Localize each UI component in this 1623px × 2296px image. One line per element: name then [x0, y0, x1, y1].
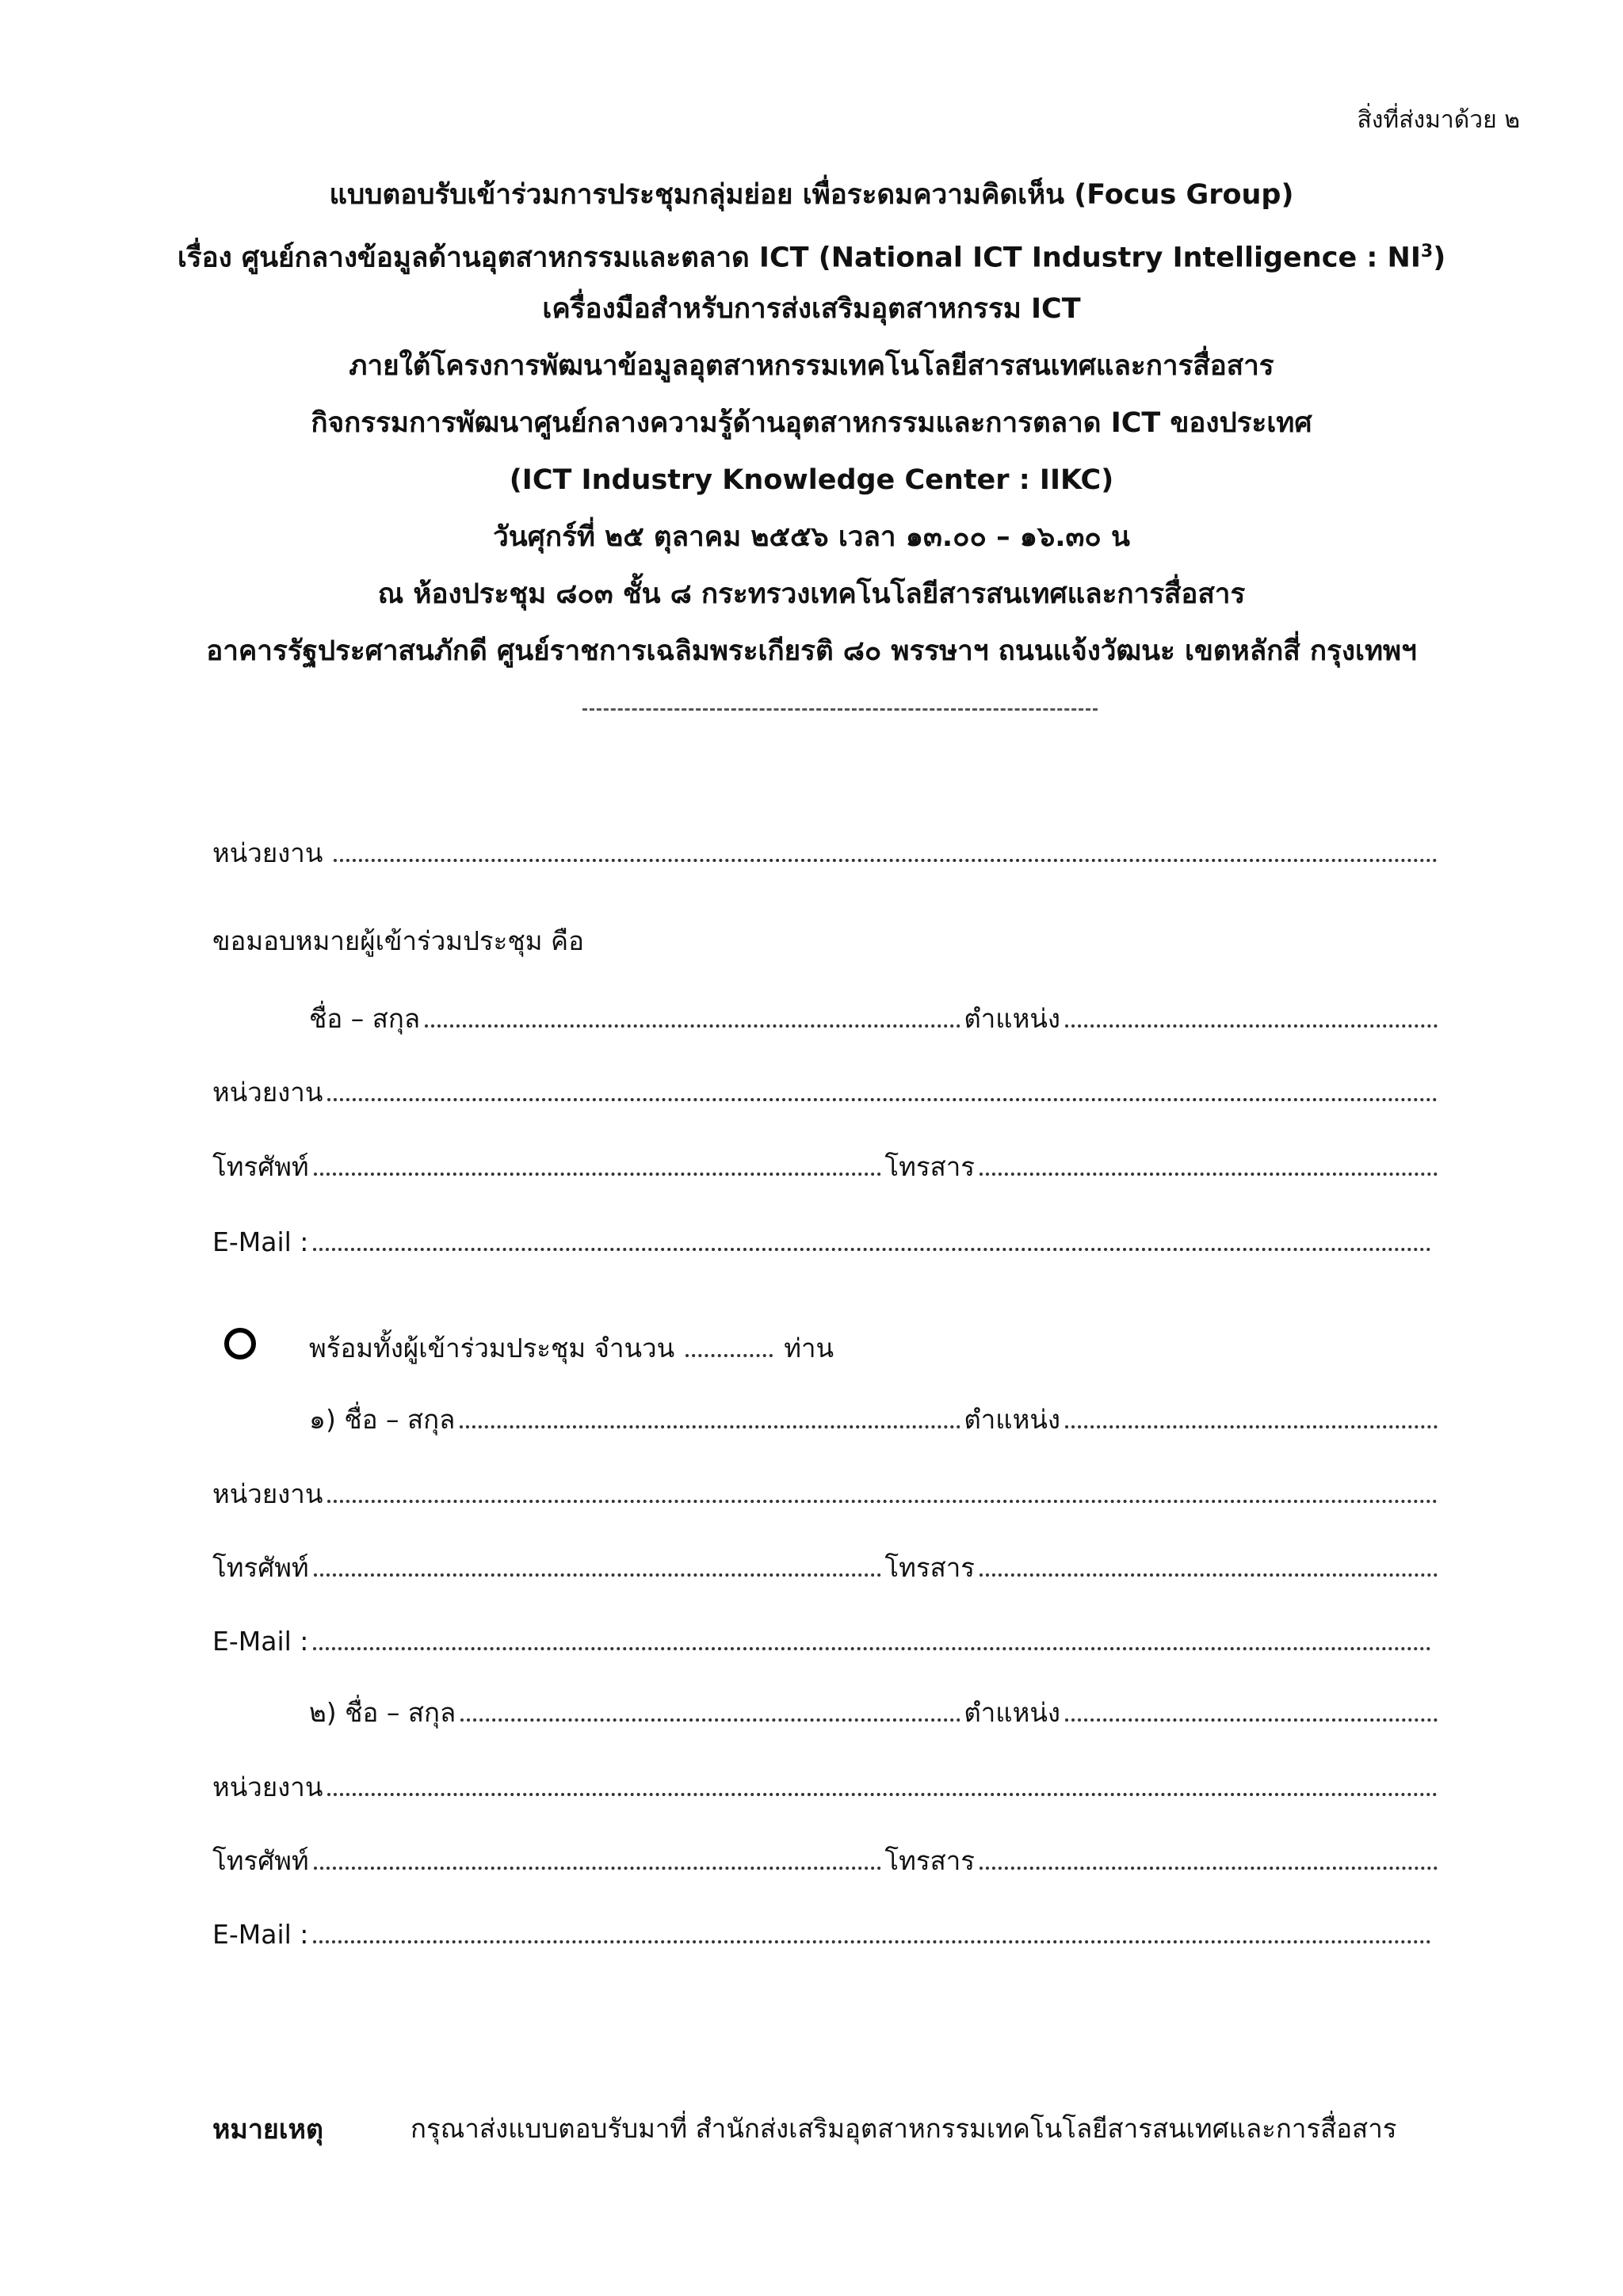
person1-phone-label: โทรศัพท์ — [212, 1552, 309, 1583]
delegate-position-input-line[interactable] — [1065, 1024, 1438, 1028]
person2-name-label: ชื่อ – สกุล — [345, 1697, 456, 1728]
delegate-phone-label: โทรศัพท์ — [212, 1151, 309, 1182]
form-header — [0, 166, 1623, 680]
accompany-label: พร้อมทั้งผู้เข้าร่วมประชุม จำนวน — [309, 1333, 675, 1363]
person2-agency-label: หน่วยงาน — [212, 1772, 323, 1802]
person1-contact-row — [212, 1543, 1441, 1584]
person1-agency-input-line[interactable] — [327, 1500, 1438, 1503]
person2-email-field[interactable] — [212, 1909, 1434, 1951]
person1-email-field[interactable] — [212, 1616, 1434, 1657]
accompany-unit: ท่าน — [784, 1333, 834, 1363]
header-subject — [0, 223, 1623, 280]
header-subject-text: เรื่อง ศูนย์กลางข้อมูลด้านอุตสาหกรรมและตลาด ICT (National ICT Industry Intelligence : NI — [177, 242, 1421, 274]
header-venue: ณ ห้องประชุม ๘๐๓ ชั้น ๘ กระทรวงเทคโนโลยีสารสนเทศและการสื่อสาร — [377, 578, 1246, 610]
delegate-position-label: ตำแหน่ง — [964, 1003, 1060, 1034]
person1-agency-field[interactable] — [212, 1469, 1441, 1510]
delegate-email-label: E-Mail : — [212, 1226, 309, 1257]
person1-phone-input-line[interactable] — [314, 1573, 882, 1577]
delegate-agency-label: หน่วยงาน — [212, 1077, 323, 1108]
person2-contact-row — [212, 1836, 1441, 1877]
delegate-agency-input-line[interactable] — [327, 1098, 1438, 1101]
attachment-label: สิ่งที่ส่งมาด้วย ๒ — [1357, 106, 1520, 134]
delegate-name-row — [309, 994, 1441, 1035]
delegate-contact-row — [212, 1142, 1441, 1183]
person2-agency-field[interactable] — [212, 1762, 1441, 1803]
delegate-email-input-line[interactable] — [313, 1248, 1431, 1251]
person1-prefix: ๑) — [309, 1404, 336, 1435]
person2-position-input-line[interactable] — [1065, 1718, 1438, 1722]
header-address: อาคารรัฐประศาสนภักดี ศูนย์ราชการเฉลิมพระเกียรติ ๘๐ พรรษาฯ ถนนแจ้งวัฒนะ เขตหลักสี่ กรุงเทพฯ — [206, 635, 1417, 667]
header-tool: เครื่องมือสำหรับการส่งเสริมอุตสาหกรรม ICT — [542, 293, 1081, 325]
person1-name-input-line[interactable] — [460, 1425, 960, 1428]
header-project: ภายใต้โครงการพัฒนาข้อมูลอุตสาหกรรมเทคโนโลยีสารสนเทศและการสื่อสาร — [349, 350, 1274, 382]
person2-prefix: ๒) — [309, 1697, 337, 1728]
delegate-fax-input-line[interactable] — [980, 1173, 1438, 1176]
header-activity: กิจกรรมการพัฒนาศูนย์กลางความรู้ด้านอุตสาหกรรมและการตลาด ICT ของประเทศ — [311, 407, 1312, 439]
accompany-radio[interactable] — [224, 1328, 256, 1360]
delegate-fax-label: โทรสาร — [884, 1151, 975, 1182]
person2-email-label: E-Mail : — [212, 1919, 309, 1950]
header-date: วันศุกร์ที่ ๒๕ ตุลาคม ๒๕๕๖ เวลา ๑๓.๐๐ – ๑๖.๓๐ น — [493, 521, 1130, 553]
person2-email-input-line[interactable] — [313, 1940, 1431, 1943]
person1-position-label: ตำแหน่ง — [964, 1404, 1060, 1435]
delegate-agency-field[interactable] — [212, 1067, 1441, 1108]
agency-input-line[interactable] — [334, 859, 1438, 862]
agency-label: หน่วยงาน — [212, 837, 323, 868]
person1-fax-input-line[interactable] — [980, 1573, 1438, 1577]
delegate-phone-input-line[interactable] — [314, 1173, 882, 1176]
person2-phone-label: โทรศัพท์ — [212, 1845, 309, 1876]
header-separator — [582, 708, 1098, 711]
header-subject-close: ) — [1433, 242, 1446, 274]
person2-fax-input-line[interactable] — [980, 1867, 1438, 1870]
person1-position-input-line[interactable] — [1065, 1425, 1438, 1428]
person1-name-label: ชื่อ – สกุล — [344, 1404, 456, 1435]
header-title: แบบตอบรับเข้าร่วมการประชุมกลุ่มย่อย เพื่อระดมความคิดเห็น (Focus Group) — [329, 179, 1294, 211]
person2-agency-input-line[interactable] — [327, 1793, 1438, 1796]
delegate-email-field[interactable] — [212, 1217, 1434, 1258]
delegate-name-input-line[interactable] — [425, 1024, 960, 1028]
accompany-row — [309, 1323, 834, 1364]
person1-email-label: E-Mail : — [212, 1626, 309, 1657]
accompany-count-input-line[interactable] — [685, 1354, 773, 1357]
delegate-name-label: ชื่อ – สกุล — [309, 1003, 421, 1034]
person1-agency-label: หน่วยงาน — [212, 1478, 323, 1509]
agency-field[interactable] — [212, 828, 1441, 869]
note-label: หมายเหตุ — [212, 2114, 323, 2145]
person1-email-input-line[interactable] — [313, 1647, 1431, 1650]
person1-fax-label: โทรสาร — [884, 1552, 975, 1583]
person2-name-row — [309, 1688, 1441, 1729]
person2-name-input-line[interactable] — [460, 1718, 960, 1722]
person2-phone-input-line[interactable] — [314, 1867, 882, 1870]
header-activity-en: (ICT Industry Knowledge Center : IIKC) — [509, 464, 1114, 496]
person2-fax-label: โทรสาร — [884, 1845, 975, 1876]
person1-name-row — [309, 1394, 1441, 1436]
person2-position-label: ตำแหน่ง — [964, 1697, 1060, 1728]
delegate-intro: ขอมอบหมายผู้เข้าร่วมประชุม คือ — [212, 925, 584, 956]
note-text: กรุณาส่งแบบตอบรับมาที่ สำนักส่งเสริมอุตสาหกรรมเทคโนโลยีสารสนเทศและการสื่อสาร — [411, 2113, 1397, 2144]
header-subject-superscript: 3 — [1420, 242, 1434, 261]
